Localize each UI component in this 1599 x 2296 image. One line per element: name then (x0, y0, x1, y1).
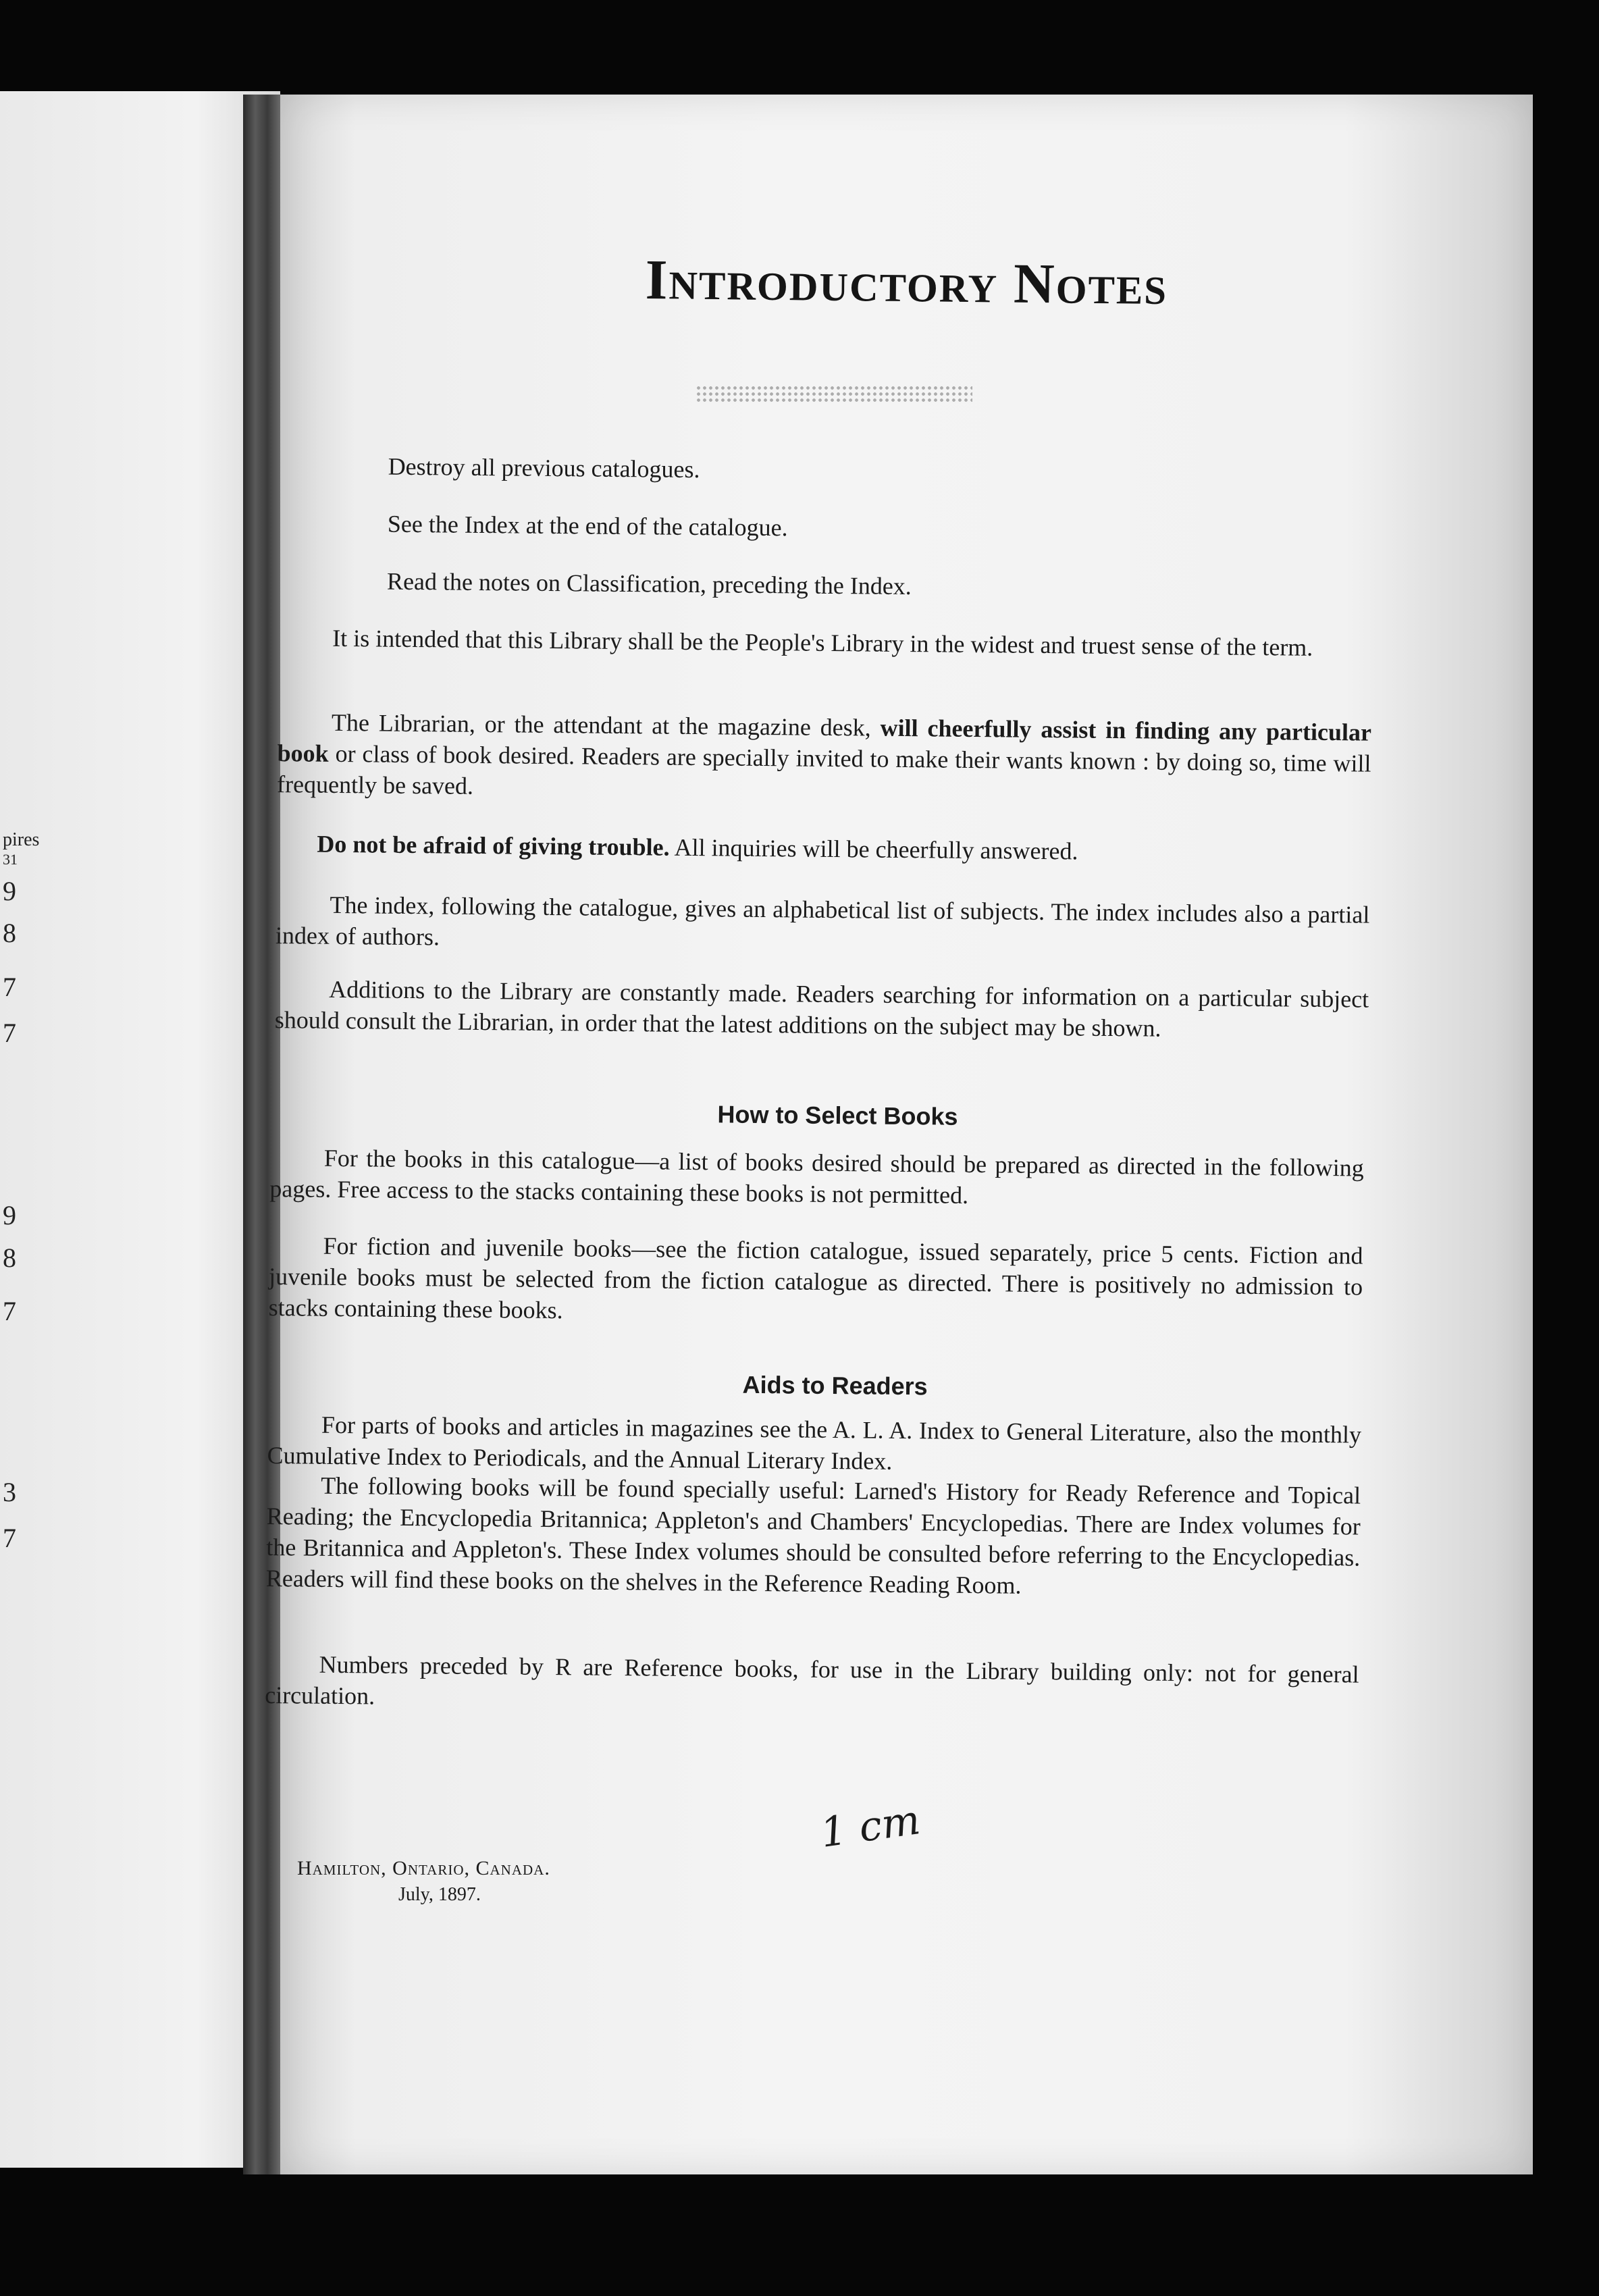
paragraph-additions: Additions to the Library are constantly made. Readers searching for information on a particular subject should consult the Librarian, in order that the latest additions on the subject may be shown. (274, 975, 1369, 1042)
left-page (0, 91, 280, 2168)
page-title: Introductory Notes (645, 248, 1168, 317)
paragraph-select-1: For the books in this catalogue—a list of books desired should be prepared as directed in the following pages. Free access to the stacks containing these books is not permitted. (269, 1144, 1364, 1209)
handwritten-mark: 1 cm (817, 1796, 923, 1857)
footer-place: Hamilton, Ontario, Canada. (297, 1857, 550, 1879)
paragraph-reference-numbers: Numbers preceded by R are Reference books, for use in the Library building only: not for general circulation. (265, 1650, 1359, 1710)
paragraph-aids-1: For parts of books and articles in magazines see the A. L. A. Index to General Literature, also the monthly Cumulative Index to Periodicals, and the Annual Literary Index. (267, 1411, 1362, 1475)
left-page-fragment: 7 (3, 1296, 16, 1326)
left-page-fragment: 8 (3, 1243, 16, 1273)
left-page-fragment: 3 (3, 1477, 16, 1507)
paragraph-trouble (317, 829, 1370, 870)
paragraph-trouble-emphasis: Do not be afraid of giving trouble. (317, 830, 670, 861)
paragraph-librarian-text-1: The Librarian, or the attendant at the magazine desk, (331, 708, 881, 741)
left-page-fragments (0, 91, 280, 2168)
paragraph-peoples-library: It is intended that this Library shall be the People's Library in the widest and truest sense of the term. (332, 624, 1313, 661)
left-page-fragment: 7 (3, 1523, 16, 1553)
heading-aids-readers: Aids to Readers (742, 1370, 928, 1401)
right-page (265, 95, 1533, 2174)
left-page-fragment: 31 (3, 851, 18, 868)
paragraph-librarian (277, 706, 1371, 810)
paragraph-index-authors: The index, following the catalogue, gives an alphabetical list of subjects. The index includes also a partial index of authors. (275, 891, 1370, 951)
paragraph-librarian-text-2: or class of book desired. Readers are specially invited to make their wants known : by doing so, time will frequently be saved. (276, 739, 1371, 800)
left-page-fragment: 7 (3, 972, 16, 1002)
heading-select-books: How to Select Books (717, 1100, 958, 1130)
paragraph-select-2: For fiction and juvenile books—see the fiction catalogue, issued separately, price 5 cents. Fiction and juvenile books must be selected from the fiction catalogue as directed. There is positively no admission to stacks containing these books. (268, 1232, 1363, 1324)
paragraph-librarian-emphasis: will cheerfully assist in finding any particular book (277, 714, 1372, 767)
left-page-fragment: 9 (3, 1200, 16, 1230)
left-page-fragment: 7 (3, 1018, 16, 1048)
paragraph-trouble-text: All inquiries will be cheerfully answered. (669, 833, 1078, 865)
paragraph-classification: Read the notes on Classification, preceding the Index. (386, 567, 912, 600)
paragraph-index: See the Index at the end of the catalogue. (387, 510, 788, 542)
left-page-fragment: 9 (3, 876, 16, 906)
left-page-fragment: pires (3, 829, 40, 850)
paragraph-aids-2: The following books will be found specially useful: Larned's History for Ready Reference and Topical Reading; the Encyclopedia Britannica; Appleton's and Chambers' Encyclopedias. There are Index volumes for the Britannica and Appleton's. These Index volumes should be consulted before referring to the Encyclopedias. Readers will find these books on the shelves in the Reference Reading Room. (265, 1471, 1361, 1599)
left-page-fragment: 8 (3, 918, 16, 948)
footer-date: July, 1897. (398, 1884, 481, 1905)
paragraph-destroy: Destroy all previous catalogues. (388, 452, 700, 484)
